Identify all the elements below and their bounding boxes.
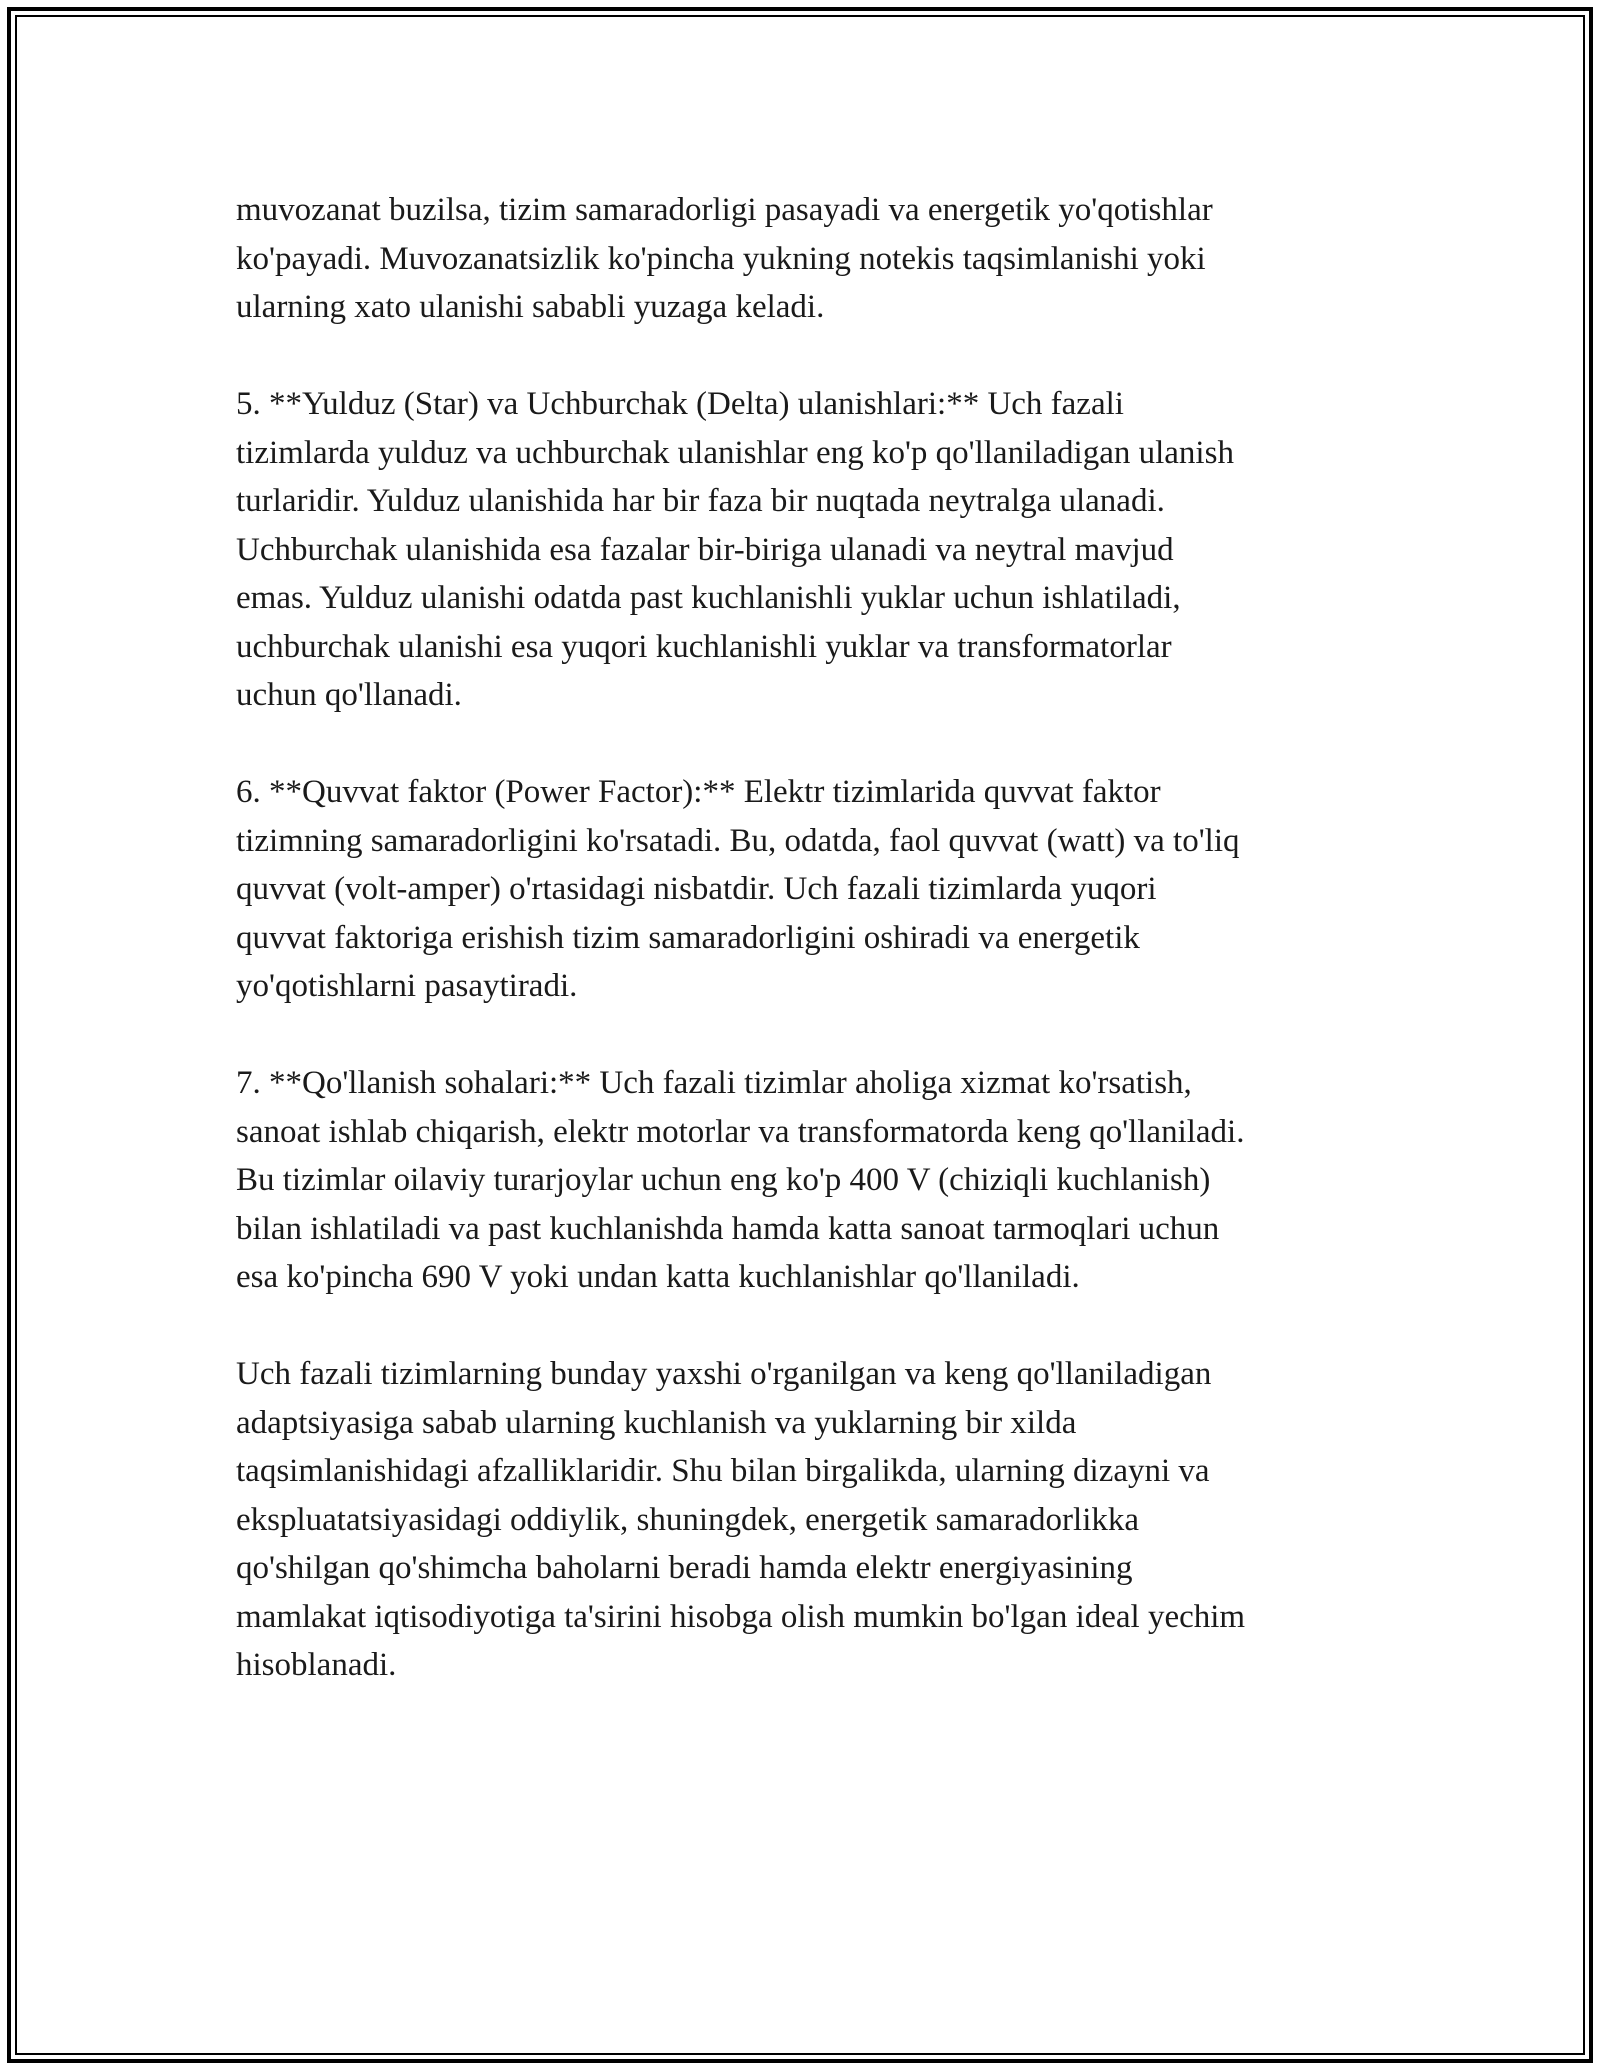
- paragraph-applications: 7. **Qo'llanish sohalari:** Uch fazali tizimlar aholiga xizmat ko'rsatish, sanoat ishlab chiqarish, elektr motorlar va transformatorda keng qo'llaniladi. Bu tizimlar oilaviy turarjoylar uchun eng ko'p 400 V (chiziqli kuchlanish) bilan ishlatiladi va past kuchlanishda hamda katta sanoat tarmoqlari uchun esa ko'pincha 690 V yoki undan katta kuchlanishlar qo'llaniladi.: [236, 1065, 1245, 1295]
- paragraph-unbalance-continuation: muvozanat buzilsa, tizim samaradorligi pasayadi va energetik yo'qotishlar ko'payadi. Muvozanatsizlik ko'pincha yukning notekis taqsimlanishi yoki ularning xato ulanishi sababli yuzaga keladi.: [236, 192, 1213, 325]
- document-body: [236, 186, 1386, 1690]
- paragraph-power-factor: 6. **Quvvat faktor (Power Factor):** Elektr tizimlarida quvvat faktor tizimning samaradorligini ko'rsatadi. Bu, odatda, faol quvvat (watt) va to'liq quvvat (volt-amper) o'rtasidagi nisbatdir. Uch fazali tizimlarda yuqori quvvat faktoriga erishish tizim samaradorligini oshiradi va energetik yo'qotishlarni pasaytiradi.: [236, 774, 1240, 1004]
- paragraph-star-delta: 5. **Yulduz (Star) va Uchburchak (Delta) ulanishlari:** Uch fazali tizimlarda yulduz va uchburchak ulanishlar eng ko'p qo'llaniladigan ulanish turlaridir. Yulduz ulanishida har bir faza bir nuqtada neytralga ulanadi. Uchburchak ulanishida esa fazalar bir-biriga ulanadi va neytral mavjud emas. Yulduz ulanishi odatda past kuchlanishli yuklar uchun ishlatiladi, uchburchak ulanishi esa yuqori kuchlanishli yuklar va transformatorlar uchun qo'llanadi.: [236, 386, 1234, 713]
- paragraph-conclusion: Uch fazali tizimlarning bunday yaxshi o'rganilgan va keng qo'llaniladigan adaptsiyasiga sabab ularning kuchlanish va yuklarning bir xilda taqsimlanishidagi afzalliklaridir. Shu bilan birgalikda, ularning dizayni va ekspluatatsiyasidagi oddiylik, shuningdek, energetik samaradorlikka qo'shilgan qo'shimcha baholarni beradi hamda elektr energiyasining mamlakat iqtisodiyotiga ta'sirini hisobga olish mumkin bo'lgan ideal yechim hisoblanadi.: [236, 1356, 1246, 1683]
